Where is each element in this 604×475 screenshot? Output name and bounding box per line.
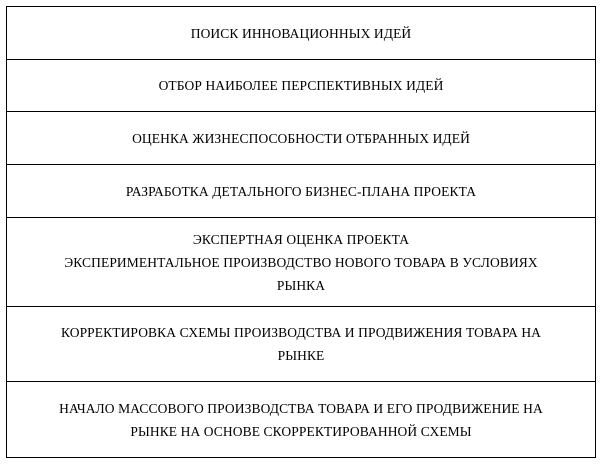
stage-cell-1 <box>7 7 596 60</box>
stage-6-line-2: РЫНКЕ <box>277 348 325 363</box>
stage-cell-2 <box>7 60 596 112</box>
stage-7-line-2: РЫНКЕ НА ОСНОВЕ СКОРРЕКТИРОВАННОЙ СХЕМЫ <box>130 423 472 439</box>
stage-5-line-3: РЫНКА <box>276 277 326 293</box>
stage-row-6 <box>7 307 596 382</box>
innovation-stages-table <box>6 6 596 458</box>
stage-4-text: РАЗРАБОТКА ДЕТАЛЬНОГО БИЗНЕС-ПЛАНА ПРОЕКТА <box>125 183 477 199</box>
stage-cell-5 <box>7 218 596 307</box>
stage-row-4 <box>7 165 596 218</box>
stage-5-line-1: ЭКСПЕРТНАЯ ОЦЕНКА ПРОЕКТА <box>192 231 410 247</box>
stage-cell-3 <box>7 112 596 165</box>
stage-row-3 <box>7 112 596 165</box>
stage-row-7 <box>7 382 596 458</box>
stage-7-line-1: НАЧАЛО МАССОВОГО ПРОИЗВОДСТВА ТОВАРА И ЕГО ПРОДВИЖЕНИЕ НА <box>59 400 543 416</box>
stage-2-text: ОТБОР НАИБОЛЕЕ ПЕРСПЕКТИВНЫХ ИДЕЙ <box>158 78 444 93</box>
stage-cell-6 <box>7 307 596 382</box>
stage-3-text: ОЦЕНКА ЖИЗНЕСПОСОБНОСТИ ОТБРАННЫХ ИДЕЙ <box>132 130 470 146</box>
stage-1-text: ПОИСК ИННОВАЦИОННЫХ ИДЕЙ <box>190 25 412 41</box>
stage-row-1 <box>7 7 596 60</box>
stage-5-line-2: ЭКСПЕРИМЕНТАЛЬНОЕ ПРОИЗВОДСТВО НОВОГО ТОВАРА В УСЛОВИЯХ <box>64 254 538 270</box>
stage-row-5 <box>7 218 596 307</box>
stage-6-line-1: КОРРЕКТИРОВКА СХЕМЫ ПРОИЗВОДСТВА И ПРОДВИЖЕНИЯ ТОВАРА НА <box>60 325 542 340</box>
stage-row-2 <box>7 60 596 112</box>
stage-cell-4 <box>7 165 596 218</box>
stage-cell-7 <box>7 382 596 458</box>
